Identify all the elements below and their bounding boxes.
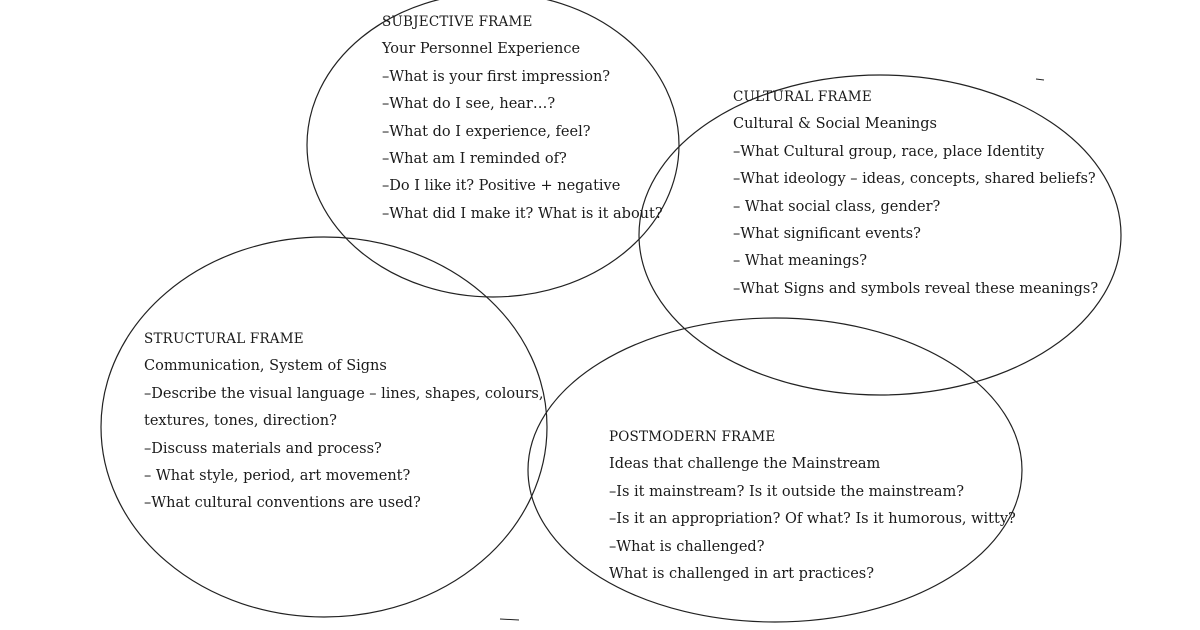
postmodern-frame	[609, 424, 1016, 588]
structural-frame-title: STRUCTURAL FRAME	[144, 331, 304, 347]
stray-mark	[500, 619, 519, 620]
structural-frame	[144, 326, 543, 518]
subjective-question: –Do I like it? Positive + negative	[382, 178, 621, 195]
cultural-frame-title: CULTURAL FRAME	[733, 89, 872, 105]
subjective-frame	[382, 9, 663, 228]
postmodern-question: –What is challenged?	[609, 538, 765, 555]
cultural-question: – What meanings?	[733, 253, 867, 270]
subjective-question: –What did I make it? What is it about?	[382, 205, 663, 222]
postmodern-frame-subtitle: Ideas that challenge the Mainstream	[609, 456, 881, 473]
subjective-frame-subtitle: Your Personnel Experience	[382, 41, 581, 58]
cultural-frame-subtitle: Cultural & Social Meanings	[733, 116, 937, 133]
cultural-question: – What social class, gender?	[733, 198, 941, 215]
cultural-question: –What significant events?	[733, 225, 921, 242]
subjective-question: –What am I reminded of?	[382, 150, 567, 167]
cultural-frame	[733, 84, 1098, 303]
subjective-question: –What do I experience, feel?	[382, 123, 591, 140]
postmodern-question: –Is it mainstream? Is it outside the mainstream?	[609, 483, 965, 500]
cultural-question: –What Cultural group, race, place Identity	[733, 143, 1045, 160]
postmodern-frame-title: POSTMODERN FRAME	[609, 429, 776, 445]
cultural-question: –What Signs and symbols reveal these meanings?	[733, 280, 1099, 297]
postmodern-question: –Is it an appropriation? Of what? Is it humorous, witty?	[609, 511, 1016, 528]
structural-frame-subtitle: Communication, System of Signs	[144, 358, 387, 375]
structural-question: – What style, period, art movement?	[144, 467, 411, 484]
stray-mark	[1036, 79, 1044, 80]
structural-question: textures, tones, direction?	[144, 413, 337, 430]
cultural-question: –What ideology – ideas, concepts, shared beliefs?	[733, 171, 1096, 188]
subjective-question: –What do I see, hear…?	[382, 96, 556, 113]
subjective-frame-title: SUBJECTIVE FRAME	[382, 14, 533, 30]
structural-question: –Describe the visual language – lines, shapes, colours,	[144, 385, 544, 402]
postmodern-question: What is challenged in art practices?	[609, 565, 875, 582]
structural-question: –What cultural conventions are used?	[144, 495, 421, 512]
structural-question: –Discuss materials and process?	[144, 440, 382, 457]
subjective-question: –What is your first impression?	[382, 68, 611, 85]
